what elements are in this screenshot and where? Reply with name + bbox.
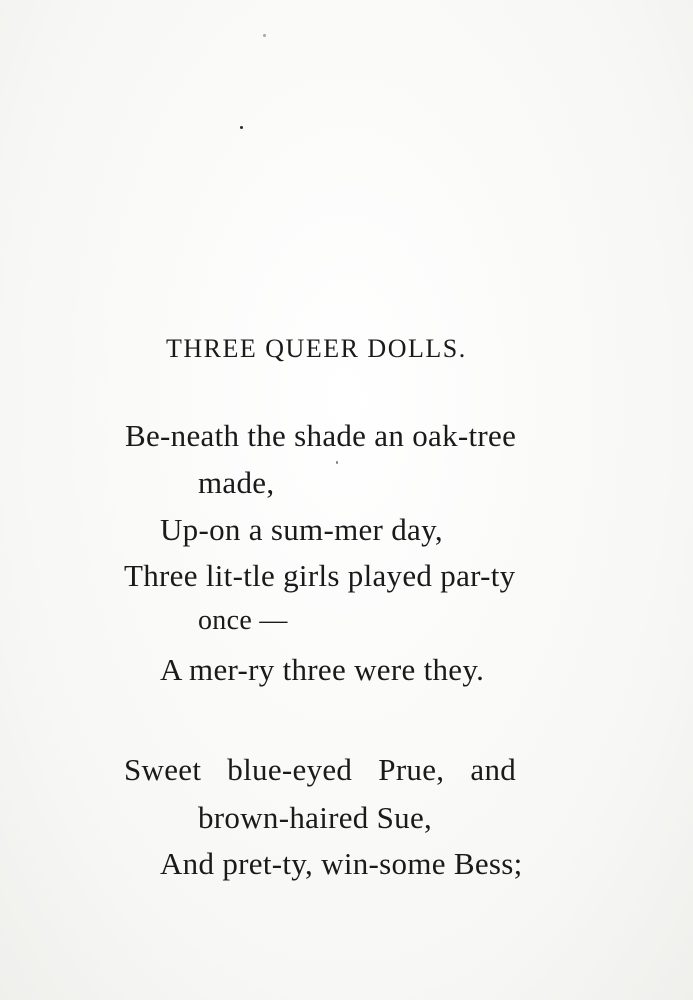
- poem-line: brown-haired Sue,: [198, 800, 433, 835]
- poem-line: once —: [198, 605, 288, 636]
- poem-line: And pret-ty, win-some Bess;: [160, 846, 523, 881]
- poem-line: Be-neath the shade an oak-tree: [125, 418, 517, 453]
- ink-speck: [336, 461, 338, 464]
- poem-title: THREE QUEER DOLLS.: [166, 334, 467, 363]
- ink-speck: [240, 126, 243, 129]
- poem-line: Three lit-tle girls played par-ty: [124, 558, 516, 593]
- poem-line: made,: [198, 465, 275, 500]
- poem-line: Sweet blue-eyed Prue, and: [124, 752, 517, 787]
- ink-speck: [263, 34, 266, 37]
- poem-line: Up-on a sum-mer day,: [160, 512, 443, 547]
- poem-line: A mer-ry three were they.: [160, 652, 485, 687]
